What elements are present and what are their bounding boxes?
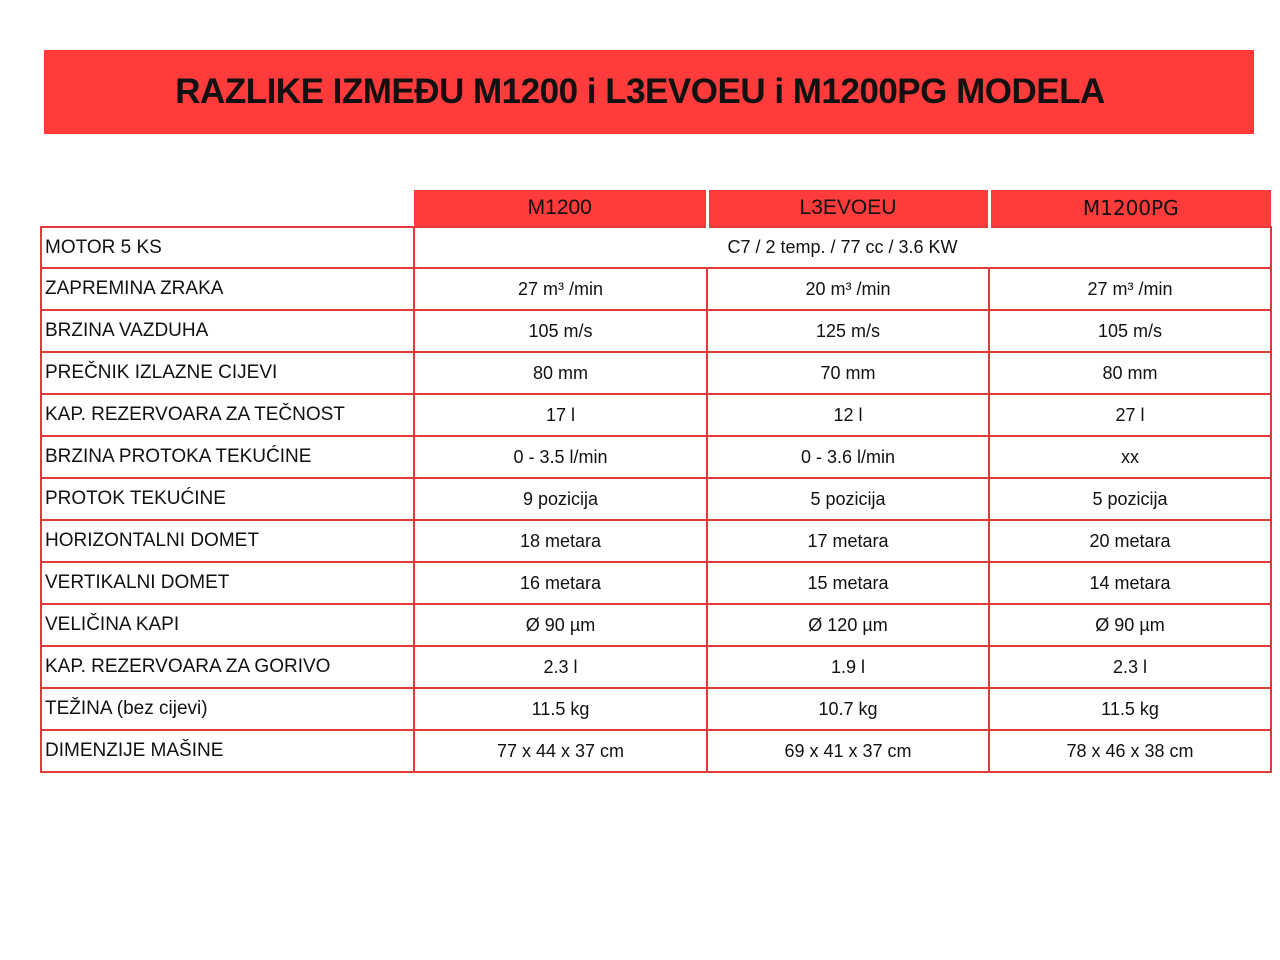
table-row <box>41 562 1271 604</box>
table-header-row <box>41 190 1271 227</box>
table-row <box>41 646 1271 688</box>
row-label: VERTIKALNI DOMET <box>41 562 414 604</box>
value-cell: 18 metara <box>414 520 707 562</box>
table-row <box>41 436 1271 478</box>
value-cell: Ø 90 µm <box>414 604 707 646</box>
value-cell: 27 m³ /min <box>414 268 707 310</box>
value-cell: 5 pozicija <box>707 478 989 520</box>
page-title: RAZLIKE IZMEĐU M1200 i L3EVOEU i M1200PG MODELA <box>175 72 1105 111</box>
value-cell: 2.3 l <box>989 646 1271 688</box>
row-label: HORIZONTALNI DOMET <box>41 520 414 562</box>
value-cell: 15 metara <box>707 562 989 604</box>
row-label: DIMENZIJE MAŠINE <box>41 730 414 772</box>
table-row <box>41 688 1271 730</box>
motor-value-cell: C7 / 2 temp. / 77 cc / 3.6 KW <box>414 227 1271 268</box>
model-header-m1200: M1200 <box>414 190 707 227</box>
table-row <box>41 394 1271 436</box>
value-cell: 17 l <box>414 394 707 436</box>
value-cell: xx <box>989 436 1271 478</box>
value-cell: 70 mm <box>707 352 989 394</box>
model-header-l3evoeu: L3EVOEU <box>707 190 989 227</box>
value-cell: 5 pozicija <box>989 478 1271 520</box>
value-cell: 1.9 l <box>707 646 989 688</box>
value-cell: 80 mm <box>989 352 1271 394</box>
row-label: PROTOK TEKUĆINE <box>41 478 414 520</box>
value-cell: 0 - 3.6 l/min <box>707 436 989 478</box>
row-label: TEŽINA (bez cijevi) <box>41 688 414 730</box>
row-label: BRZINA PROTOKA TEKUĆINE <box>41 436 414 478</box>
value-cell: 105 m/s <box>989 310 1271 352</box>
value-cell: 27 l <box>989 394 1271 436</box>
row-label: VELIČINA KAPI <box>41 604 414 646</box>
table-row <box>41 478 1271 520</box>
title-banner <box>44 50 1254 134</box>
value-cell: 27 m³ /min <box>989 268 1271 310</box>
value-cell: 105 m/s <box>414 310 707 352</box>
value-cell: Ø 90 µm <box>989 604 1271 646</box>
value-cell: 14 metara <box>989 562 1271 604</box>
model-header-m1200pg: M1200PG <box>989 190 1271 227</box>
row-label: KAP. REZERVOARA ZA TEČNOST <box>41 394 414 436</box>
value-cell: 12 l <box>707 394 989 436</box>
row-label: KAP. REZERVOARA ZA GORIVO <box>41 646 414 688</box>
value-cell: 11.5 kg <box>414 688 707 730</box>
value-cell: 10.7 kg <box>707 688 989 730</box>
table-row <box>41 520 1271 562</box>
value-cell: 20 m³ /min <box>707 268 989 310</box>
row-label: BRZINA VAZDUHA <box>41 310 414 352</box>
value-cell: 20 metara <box>989 520 1271 562</box>
value-cell: 80 mm <box>414 352 707 394</box>
value-cell: 69 x 41 x 37 cm <box>707 730 989 772</box>
value-cell: 9 pozicija <box>414 478 707 520</box>
value-cell: 2.3 l <box>414 646 707 688</box>
header-corner <box>41 190 414 227</box>
row-label: MOTOR 5 KS <box>41 227 414 268</box>
value-cell: 78 x 46 x 38 cm <box>989 730 1271 772</box>
value-cell: Ø 120 µm <box>707 604 989 646</box>
table-row <box>41 268 1271 310</box>
value-cell: 125 m/s <box>707 310 989 352</box>
table-row-motor <box>41 227 1271 268</box>
row-label: ZAPREMINA ZRAKA <box>41 268 414 310</box>
value-cell: 0 - 3.5 l/min <box>414 436 707 478</box>
table-row <box>41 352 1271 394</box>
value-cell: 17 metara <box>707 520 989 562</box>
value-cell: 77 x 44 x 37 cm <box>414 730 707 772</box>
table-row <box>41 310 1271 352</box>
value-cell: 16 metara <box>414 562 707 604</box>
spec-comparison-table <box>40 190 1272 773</box>
row-label: PREČNIK IZLAZNE CIJEVI <box>41 352 414 394</box>
value-cell: 11.5 kg <box>989 688 1271 730</box>
table-row <box>41 730 1271 772</box>
table-row <box>41 604 1271 646</box>
